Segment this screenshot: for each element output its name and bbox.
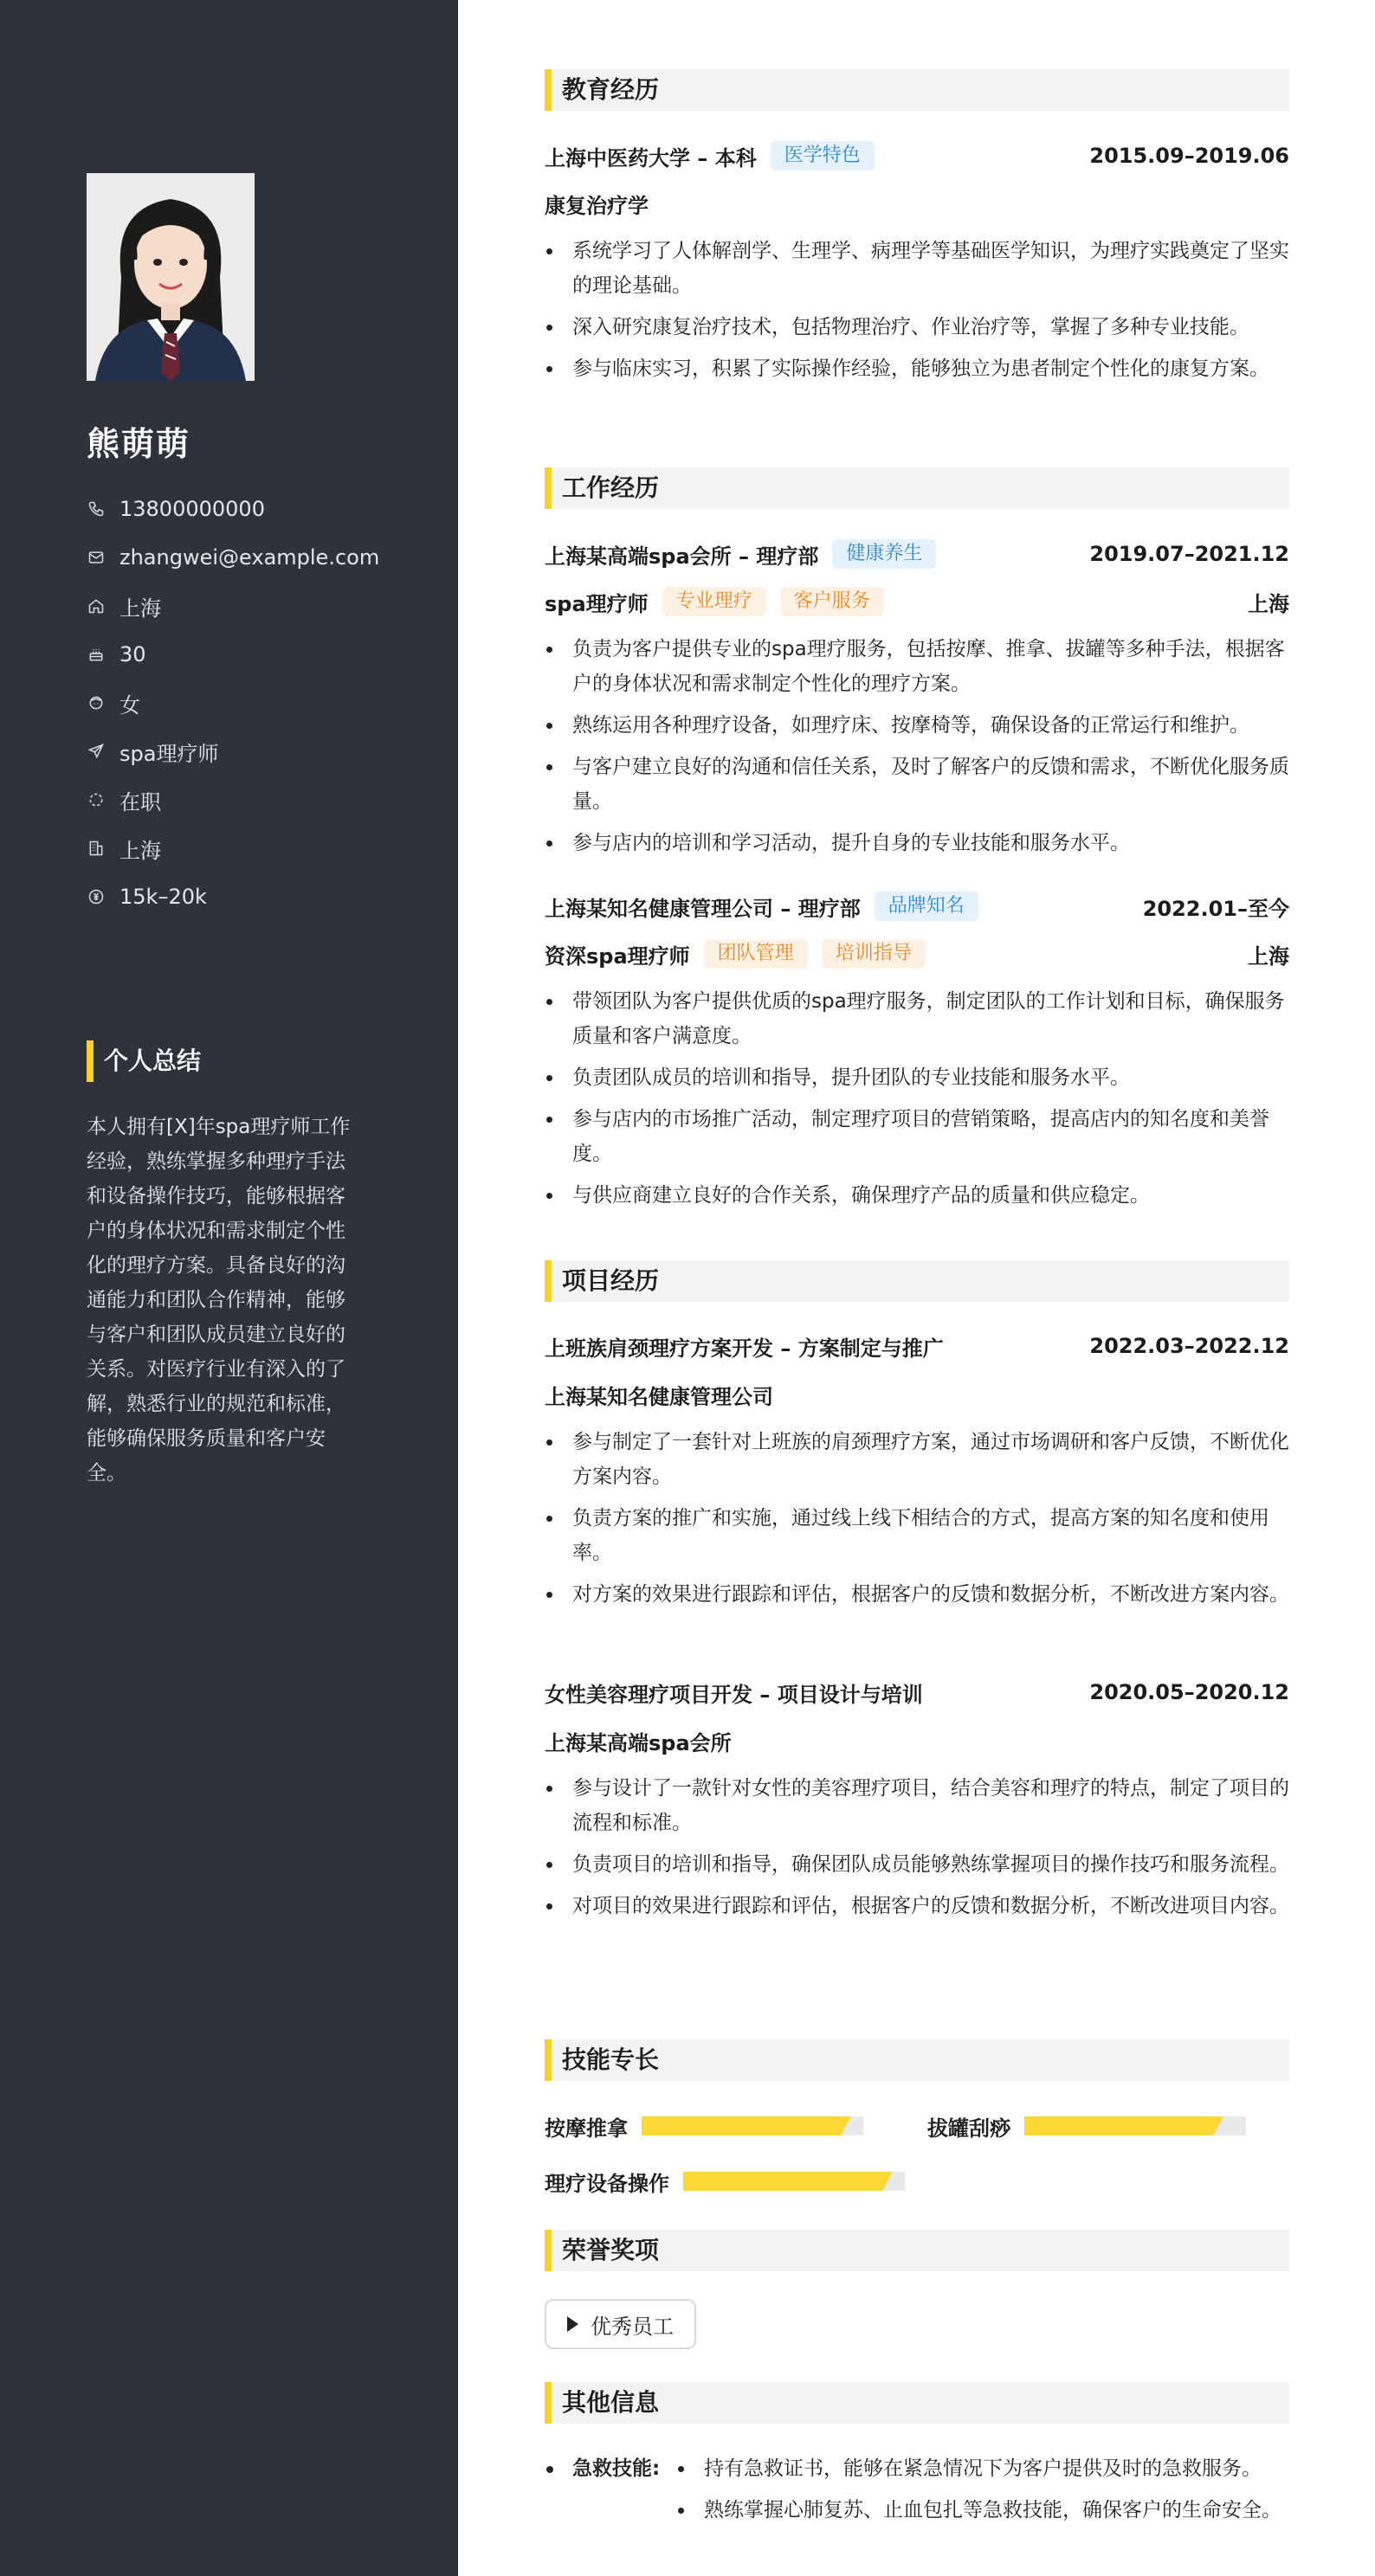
skill-bar (1024, 2116, 1246, 2135)
info-target-city (87, 824, 379, 873)
list-item: 熟练运用各种理疗设备，如理疗床、按摩椅等，确保设备的正常运行和维护。 (545, 708, 1289, 743)
play-icon (567, 2316, 578, 2332)
gender-icon (87, 693, 106, 712)
skill-bar-fill (1024, 2116, 1213, 2135)
list-item: 负责团队成员的培训和指导，提升团队的专业技能和服务水平。 (545, 1060, 1289, 1095)
mail-icon (87, 548, 106, 567)
education-tag: 医学特色 (771, 141, 875, 171)
list-item: 对项目的效果进行跟踪和评估，根据客户的反馈和数据分析，不断改进项目内容。 (545, 1889, 1289, 1923)
job-1-tag: 健康养生 (832, 539, 936, 569)
target-city-text: 上海 (119, 838, 161, 863)
project-1-date: 2022.03–2022.12 (1089, 1334, 1289, 1358)
other-section-title: 其他信息 (545, 2382, 1289, 2424)
cake-icon (87, 645, 106, 664)
candidate-name: 熊萌萌 (87, 425, 191, 463)
info-location (87, 582, 379, 630)
bullet-dot (546, 2466, 553, 2473)
list-item: 持有急救证书，能够在紧急情况下为客户提供及时的急救服务。 (675, 2451, 1289, 2486)
education-bullets (545, 234, 1289, 393)
skill-name: 按摩推拿 (545, 2116, 628, 2141)
list-item: 负责项目的培训和指导，确保团队成员能够熟练掌握项目的操作技巧和服务流程。 (545, 1847, 1289, 1882)
job-2-company: 上海某知名健康管理公司 – 理疗部 (545, 896, 861, 921)
job-1-bullets (545, 632, 1289, 867)
job-2-date: 2022.01–至今 (1142, 896, 1289, 921)
project-2-bullets (545, 1771, 1289, 1930)
project-1-header (545, 1329, 1289, 1363)
list-item: 对方案的效果进行跟踪和评估，根据客户的反馈和数据分析，不断改进方案内容。 (545, 1577, 1289, 1612)
education-section-title: 教育经历 (545, 69, 1289, 111)
list-item: 参与店内的培训和学习活动，提升自身的专业技能和服务水平。 (545, 826, 1289, 860)
list-item: 带领团队为客户提供优质的spa理疗服务，制定团队的工作计划和目标，确保服务质量和客户满意度。 (545, 984, 1289, 1053)
work-section-title: 工作经历 (545, 467, 1289, 509)
list-item: 参与制定了一套针对上班族的肩颈理疗方案，通过市场调研和客户反馈，不断优化方案内容。 (545, 1425, 1289, 1494)
age-text: 30 (119, 642, 146, 667)
info-phone (87, 485, 379, 533)
job-1-role-tag-2: 客户服务 (780, 587, 884, 616)
salary-text: 15k–20k (119, 885, 207, 909)
info-status (87, 776, 379, 824)
other-label: 急救技能: (572, 2457, 661, 2480)
location-text: 上海 (119, 596, 161, 621)
skills-section-title: 技能专长 (545, 2039, 1289, 2081)
job-1-role-tag-1: 专业理疗 (662, 587, 766, 616)
skill-name: 拔罐刮痧 (927, 2116, 1010, 2141)
project-1-org-row (545, 1377, 1289, 1412)
info-salary (87, 873, 379, 921)
award-badge (545, 2299, 696, 2349)
education-major-row (545, 186, 1289, 221)
job-2-role-tag-1: 团队管理 (704, 939, 808, 969)
job-2-city: 上海 (1248, 943, 1289, 969)
loading-icon (87, 790, 106, 809)
job-1-header (545, 537, 1289, 571)
yen-icon (87, 887, 106, 906)
list-item: 系统学习了人体解剖学、生理学、病理学等基础医学知识，为理疗实践奠定了坚实的理论基础。 (545, 234, 1289, 303)
skill-item (545, 2164, 905, 2199)
job-2-tag: 品牌知名 (875, 892, 978, 921)
skill-bar-fill (683, 2172, 882, 2191)
job-2-bullets (545, 984, 1289, 1220)
info-age (87, 630, 379, 679)
info-gender (87, 679, 379, 727)
job-2-role-tag-2: 培训指导 (822, 939, 926, 969)
major-name: 康复治疗学 (545, 193, 649, 218)
status-text: 在职 (119, 789, 161, 815)
sidebar (0, 0, 458, 2576)
job-1-role: spa理疗师 (545, 591, 649, 616)
position-text: spa理疗师 (119, 741, 219, 766)
list-item: 深入研究康复治疗技术，包括物理治疗、作业治疗等，掌握了多种专业技能。 (545, 310, 1289, 345)
portrait-image (87, 173, 255, 381)
phone-icon (87, 499, 106, 518)
job-1-date: 2019.07–2021.12 (1089, 542, 1289, 566)
other-bullets (675, 2451, 1289, 2534)
list-item: 熟练掌握心肺复苏、止血包扎等急救技能，确保客户的生命安全。 (675, 2493, 1289, 2528)
project-2-date: 2020.05–2020.12 (1089, 1680, 1289, 1704)
info-email (87, 533, 379, 582)
education-date: 2015.09–2019.06 (1089, 144, 1289, 168)
contact-info-list (87, 485, 379, 921)
job-2-header (545, 889, 1289, 924)
skill-bar (683, 2172, 905, 2191)
education-header (545, 138, 1289, 173)
job-2-role: 资深spa理疗师 (545, 943, 690, 969)
project-1-bullets (545, 1425, 1289, 1619)
skill-bar-fill (642, 2116, 841, 2135)
list-item: 与客户建立良好的沟通和信任关系，及时了解客户的反馈和需求，不断优化服务质量。 (545, 750, 1289, 819)
projects-section-title: 项目经历 (545, 1260, 1289, 1302)
skill-item (927, 2109, 1246, 2143)
list-item: 参与临床实习，积累了实际操作经验，能够独立为患者制定个性化的康复方案。 (545, 351, 1289, 386)
project-2-org-row (545, 1723, 1289, 1758)
job-2-role-row (545, 937, 1289, 971)
project-2-name: 女性美容理疗项目开发 – 项目设计与培训 (545, 1682, 923, 1707)
job-1-company: 上海某高端spa会所 – 理疗部 (545, 544, 819, 569)
info-position (87, 727, 379, 776)
home-icon (87, 596, 106, 615)
summary-title: 个人总结 (87, 1040, 201, 1082)
profile-photo (87, 173, 255, 381)
list-item: 参与设计了一款针对女性的美容理疗项目，结合美容和理疗的特点，制定了项目的流程和标准。 (545, 1771, 1289, 1840)
school-name: 上海中医药大学 – 本科 (545, 145, 757, 171)
project-2-org: 上海某高端spa会所 (545, 1730, 732, 1755)
honors-section-title: 荣誉奖项 (545, 2230, 1289, 2271)
list-item: 负责为客户提供专业的spa理疗服务，包括按摩、推拿、拔罐等多种手法，根据客户的身体状况和需求制定个性化的理疗方案。 (545, 632, 1289, 701)
project-2-header (545, 1675, 1289, 1710)
skill-item (545, 2109, 863, 2143)
project-1-org: 上海某知名健康管理公司 (545, 1384, 773, 1409)
summary-text: 本人拥有[X]年spa理疗师工作经验，熟练掌握多种理疗手法和设备操作技巧，能够根据客户的身体状况和需求制定个性化的理疗方案。具备良好的沟通能力和团队合作精神，能够与客户和团队成员建立良好的关系。对医疗行业有深入的了解，熟悉行业的规范和标准，能够确保服务质量和客户安全。 (87, 1116, 351, 1484)
list-item: 与供应商建立良好的合作关系，确保理疗产品的质量和供应稳定。 (545, 1178, 1289, 1213)
send-icon (87, 742, 106, 761)
phone-text: 13800000000 (119, 497, 265, 521)
job-1-role-row (545, 584, 1289, 619)
gender-text: 女 (119, 692, 140, 718)
skill-bar (642, 2116, 863, 2135)
award-name: 优秀员工 (591, 2314, 674, 2339)
skill-name: 理疗设备操作 (545, 2171, 669, 2196)
email-text: zhangwei@example.com (119, 545, 380, 570)
building-icon (87, 839, 106, 858)
project-1-name: 上班族肩颈理疗方案开发 – 方案制定与推广 (545, 1336, 944, 1361)
list-item: 参与店内的市场推广活动，制定理疗项目的营销策略，提高店内的知名度和美誉度。 (545, 1102, 1289, 1171)
list-item: 负责方案的推广和实施，通过线上线下相结合的方式，提高方案的知名度和使用率。 (545, 1501, 1289, 1570)
job-1-city: 上海 (1248, 591, 1289, 616)
